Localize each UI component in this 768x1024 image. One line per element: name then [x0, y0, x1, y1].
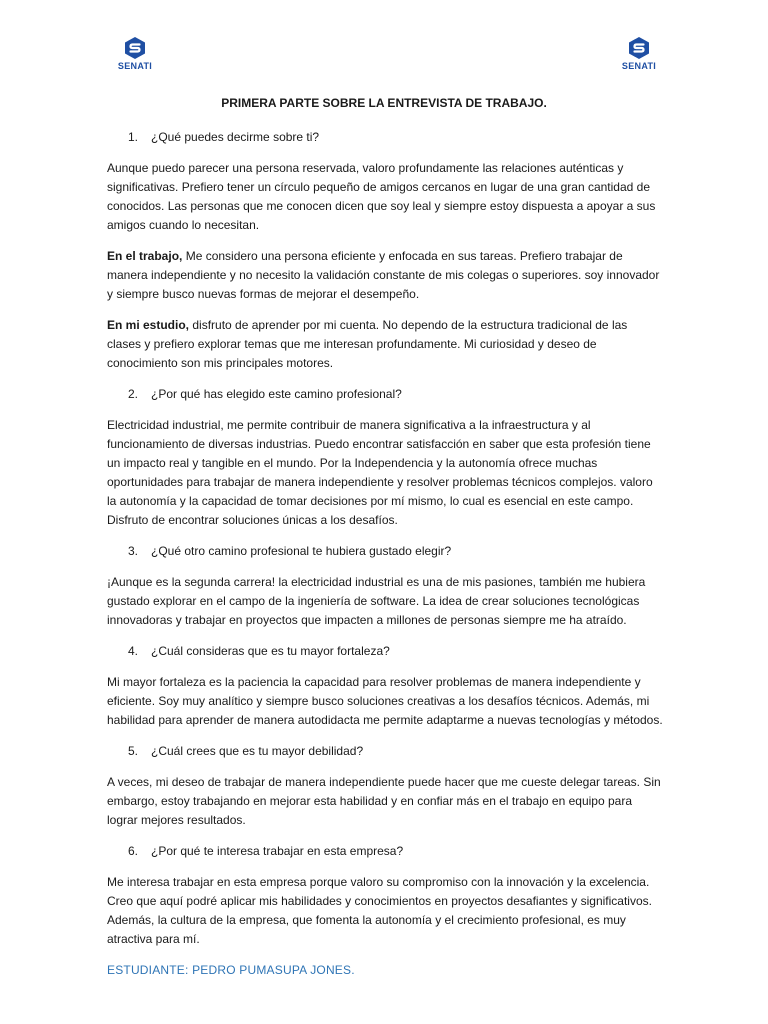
student-name: ESTUDIANTE: PEDRO PUMASUPA JONES. [107, 963, 355, 977]
paragraph-text: Me interesa trabajar en esta empresa porque valoro su compromiso con la innovación y la excelencia. Creo que aquí podré aplicar mis habilidades y conocimientos en proyectos desafiantes y significativos. Además, la cultura de la empresa, que fomenta la autonomía y el crecimiento profesional, es muy atractiva para mí. [107, 875, 652, 946]
answer-paragraph [107, 773, 663, 830]
question-text: ¿Qué puedes decirme sobre ti? [151, 130, 320, 144]
paragraph-text: A veces, mi deseo de trabajar de manera independiente puede hacer que me cueste delegar tareas. Sin embargo, estoy trabajando en mejorar esta habilidad y en confiar más en el trabajo en equipo para lograr mejores resultados. [107, 775, 661, 827]
question-4 [107, 642, 663, 661]
answer-paragraph [107, 159, 663, 235]
senati-logo-icon [123, 36, 147, 60]
question-text: ¿Por qué te interesa trabajar en esta empresa? [151, 844, 404, 858]
paragraph-lead: En mi estudio, [107, 318, 190, 332]
question-5 [107, 742, 663, 761]
paragraph-text: Mi mayor fortaleza es la paciencia la capacidad para resolver problemas de manera independiente y eficiente. Soy muy analítico y siempre busco soluciones creativas a los desafíos técnicos. Además, mi habilidad para aprender de manera autodidacta me permite adaptarme a nuevas tecnologías y métodos. [107, 675, 663, 727]
answer-paragraph [107, 316, 663, 373]
question-number: 3. [128, 544, 139, 558]
document-body [107, 128, 663, 961]
senati-logo-left [110, 36, 160, 71]
question-number: 5. [128, 744, 139, 758]
question-1 [107, 128, 663, 147]
paragraph-text: Me considero una persona eficiente y enfocada en sus tareas. Prefiero trabajar de manera independiente y no necesito la validación constante de mis colegas o superiores. soy innovador y siempre busco nuevas formas de mejorar el desempeño. [107, 249, 660, 301]
question-text: ¿Qué otro camino profesional te hubiera gustado elegir? [151, 544, 452, 558]
paragraph-text: ¡Aunque es la segunda carrera! la electricidad industrial es una de mis pasiones, también me hubiera gustado explorar en el campo de la ingeniería de software. La idea de crear soluciones tecnológicas innovadoras y trabajar en proyectos que impacten a millones de personas siempre me ha atraído. [107, 575, 646, 627]
document-title: PRIMERA PARTE SOBRE LA ENTREVISTA DE TRABAJO. [221, 96, 547, 110]
answer-paragraph [107, 416, 663, 530]
paragraph-text: disfruto de aprender por mi cuenta. No dependo de la estructura tradicional de las clases y prefiero explorar temas que me interesan profundamente. Mi curiosidad y deseo de conocimiento son mis principales motores. [107, 318, 628, 370]
logo-text: SENATI [621, 61, 657, 71]
question-number: 4. [128, 644, 139, 658]
paragraph-lead: En el trabajo, [107, 249, 183, 263]
answer-paragraph [107, 873, 663, 949]
paragraph-text: Aunque puedo parecer una persona reservada, valoro profundamente las relaciones auténticas y significativas. Prefiero tener un círculo pequeño de amigos cercanos en lugar de una gran cantidad de conocidos. Las personas que me conocen dicen que soy leal y siempre estoy dispuesta a apoyar a sus amigos cuando lo necesitan. [107, 161, 656, 232]
question-6 [107, 842, 663, 861]
senati-logo-right [614, 36, 664, 71]
paragraph-text: Electricidad industrial, me permite contribuir de manera significativa a la infraestructura y al funcionamiento de diversas industrias. Puedo encontrar satisfacción en saber que esta profesión tiene un impacto real y tangible en el mundo. Por la Independencia y la autonomía ofrece muchas oportunidades para trabajar de manera independiente y resolver problemas técnicos complejos. valoro la autonomía y la capacidad de tomar decisiones por mí mismo, lo cual es esencial en este campo. Disfruto de encontrar soluciones únicas a los desafíos. [107, 418, 653, 527]
question-number: 1. [128, 130, 139, 144]
answer-paragraph [107, 673, 663, 730]
question-text: ¿Cuál consideras que es tu mayor fortaleza? [151, 644, 390, 658]
question-3 [107, 542, 663, 561]
answer-paragraph [107, 247, 663, 304]
answer-paragraph [107, 573, 663, 630]
question-text: ¿Por qué has elegido este camino profesional? [151, 387, 402, 401]
question-text: ¿Cuál crees que es tu mayor debilidad? [151, 744, 364, 758]
question-2 [107, 385, 663, 404]
senati-logo-icon [627, 36, 651, 60]
question-number: 2. [128, 387, 139, 401]
question-number: 6. [128, 844, 139, 858]
logo-text: SENATI [117, 61, 153, 71]
